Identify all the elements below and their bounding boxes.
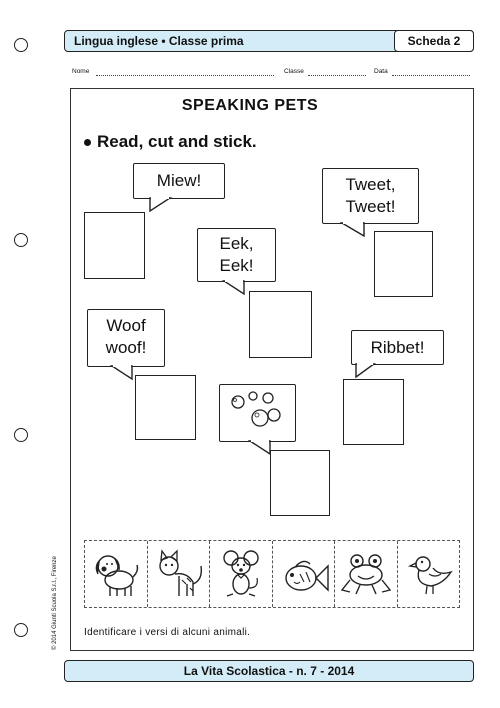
- footer-bar: [64, 660, 474, 682]
- bubble-tail: [340, 222, 370, 238]
- instruction: [84, 132, 257, 152]
- worksheet-title: SPEAKING PETS: [181, 97, 319, 114]
- water-bubbles-icon: [220, 385, 295, 441]
- paste-box[interactable]: [84, 212, 145, 279]
- binder-hole: [14, 428, 28, 442]
- bubble-tail: [222, 280, 252, 296]
- date-label: Data: [374, 68, 388, 75]
- footer-text: La Vita Scolastica - n. 7 - 2014: [183, 664, 355, 678]
- bubble-tail: [350, 363, 380, 379]
- date-field[interactable]: [392, 75, 470, 76]
- class-label: Classe: [284, 68, 304, 75]
- cutout-card[interactable]: [210, 541, 273, 607]
- name-field[interactable]: [96, 75, 274, 76]
- mouse-icon: [211, 544, 271, 604]
- paste-box[interactable]: [343, 379, 404, 445]
- name-label: Nome: [72, 68, 90, 75]
- cutout-strip: [84, 540, 460, 608]
- subject-label: Lingua inglese • Classe prima: [74, 34, 244, 48]
- speech-bubble-tweet: [322, 168, 419, 224]
- class-field[interactable]: [308, 75, 366, 76]
- cutout-card[interactable]: [148, 541, 211, 607]
- binder-hole: [14, 623, 28, 637]
- bubble-text: Miew!: [156, 171, 202, 190]
- bubble-tail: [148, 197, 178, 213]
- dog-icon: [86, 544, 146, 604]
- caption: Identificare i versi di alcuni animali.: [84, 627, 251, 638]
- cutout-card[interactable]: [398, 541, 461, 607]
- bubble-text: Tweet!: [345, 197, 396, 216]
- frog-icon: [336, 544, 396, 604]
- bubble-text: Woof: [106, 316, 146, 335]
- cutout-card[interactable]: [273, 541, 336, 607]
- paste-box[interactable]: [249, 291, 312, 358]
- speech-bubble-miew: [133, 163, 225, 199]
- binder-hole: [14, 233, 28, 247]
- copyright-note: © 2014 Giunti Scuola S.r.l., Firenze: [52, 556, 58, 650]
- instruction-text: Read, cut and stick.: [97, 132, 257, 151]
- speech-bubble-ribbet: [351, 330, 444, 365]
- speech-bubble-woof: [87, 309, 165, 367]
- bullet-icon: [84, 139, 91, 146]
- bubble-text: Ribbet!: [370, 338, 425, 357]
- speech-bubble-eek: [197, 228, 276, 282]
- sheet-number: Scheda 2: [394, 30, 474, 52]
- bubble-text: Eek,: [219, 234, 254, 253]
- cutout-card[interactable]: [335, 541, 398, 607]
- paste-box[interactable]: [270, 450, 330, 516]
- fish-icon: [274, 544, 334, 604]
- header-bar: [64, 30, 474, 52]
- speech-bubble-fish: [219, 384, 296, 442]
- cutout-card[interactable]: [85, 541, 148, 607]
- paste-box[interactable]: [374, 231, 433, 297]
- paste-box[interactable]: [135, 375, 196, 440]
- cat-icon: [149, 544, 209, 604]
- binder-hole: [14, 38, 28, 52]
- bird-icon: [399, 544, 459, 604]
- bubble-text: woof!: [105, 338, 147, 357]
- bubble-text: Tweet,: [345, 175, 396, 194]
- bubble-text: Eek!: [219, 256, 254, 275]
